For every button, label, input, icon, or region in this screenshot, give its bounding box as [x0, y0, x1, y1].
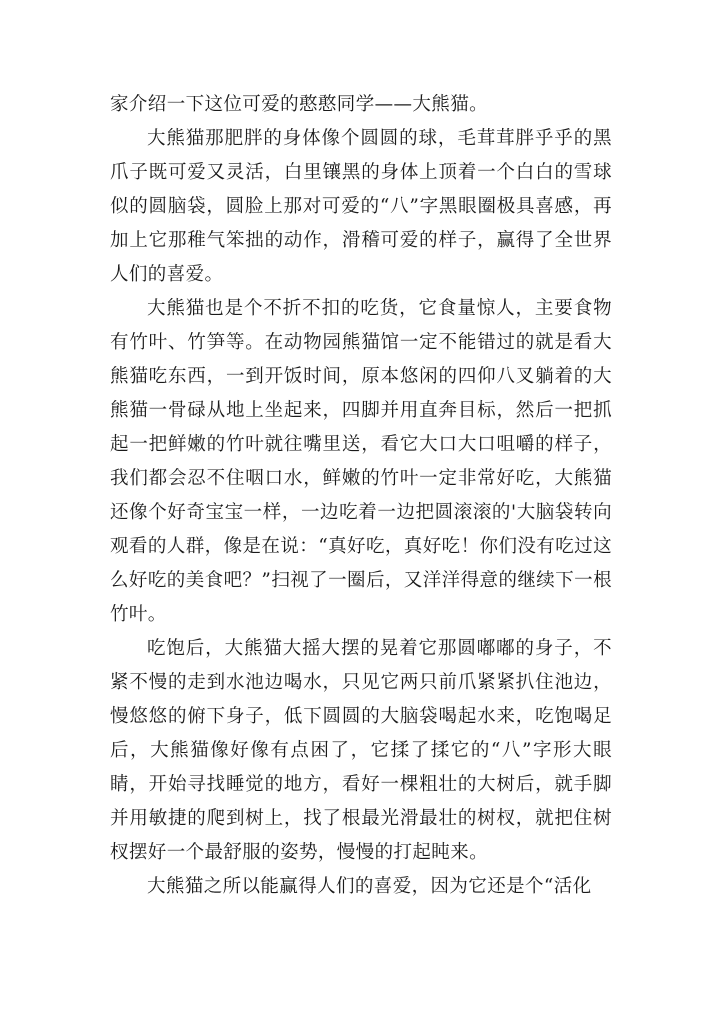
document-body [110, 88, 612, 904]
paragraph-2: 大熊猫那肥胖的身体像个圆圆的球，毛茸茸胖乎乎的黑爪子既可爱又灵活，白里镶黑的身体上顶着一个白白的雪球似的圆脑袋，圆脸上那对可爱的“八”字黑眼圈极具喜感，再加上它那稚气笨拙的动作，滑稽可爱的样子，赢得了全世界人们的喜爱。 [110, 128, 612, 285]
paragraph-3: 大熊猫也是个不折不扣的吃货，它食量惊人，主要食物有竹叶、竹笋等。在动物园熊猫馆一定不能错过的就是看大熊猫吃东西，一到开饭时间，原本悠闲的四仰八叉躺着的大熊猫一骨碌从地上坐起来，四脚并用直奔目标，然后一把抓起一把鲜嫩的竹叶就往嘴里送，看它大口大口咀嚼的样子，我们都会忍不住咽口水，鲜嫩的竹叶一定非常好吃，大熊猫还像个好奇宝宝一样，一边吃着一边把圆滚滚的'大脑袋转向观看的人群，像是在说：“真好吃，真好吃！你们没有吃过这么好吃的美食吧？”扫视了一圈后，又洋洋得意的继续下一根竹叶。 [110, 298, 612, 625]
paragraph-1: 家介绍一下这位可爱的憨憨同学——大熊猫。 [110, 94, 489, 115]
paragraph-5: 大熊猫之所以能赢得人们的喜爱，因为它还是个“活化 [147, 876, 592, 897]
paragraph-4: 吃饱后，大熊猫大摇大摆的晃着它那圆嘟嘟的身子，不紧不慢的走到水池边喝水，只见它两只前爪紧紧扒住池边，慢悠悠的俯下身子，低下圆圆的大脑袋喝起水来，吃饱喝足后，大熊猫像好像有点困了，它揉了揉它的“八”字形大眼睛，开始寻找睡觉的地方，看好一棵粗壮的大树后，就手脚并用敏捷的爬到树上，找了根最光滑最壮的树杈，就把住树杈摆好一个最舒服的姿势，慢慢的打起盹来。 [110, 638, 612, 863]
